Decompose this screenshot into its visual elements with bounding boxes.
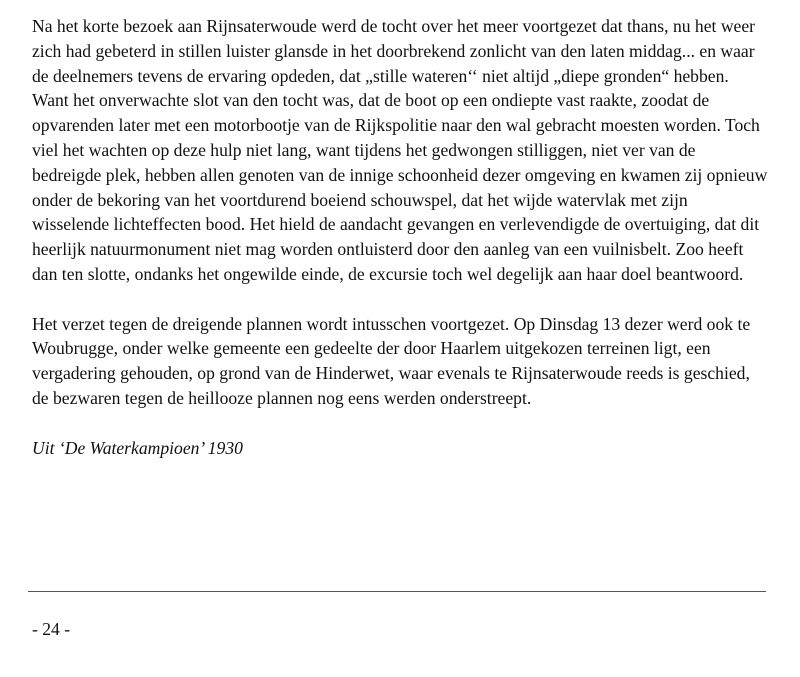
paragraph-resistance: Het verzet tegen de dreigende plannen wordt intusschen voortgezet. Op Dinsdag 13 dezer werd ook te Woubrugge, onder welke gemeente een gedeelte der door Haarlem uitgekozen terreinen ligt, een vergadering gehouden, op grond van de Hinderwet, waar evenals te Rijnsaterwoude reeds is geschied, de bezwaren tegen de heillooze plannen nog eens werden onderstreept. (32, 313, 751, 408)
paragraph-excursion: Na het korte bezoek aan Rijnsaterwoude werd de tocht over het meer voortgezet dat thans, nu het weer zich had gebeterd in stillen luister glansde in het doorbrekend zonlicht van den laten middag... en waar de deelnemers tevens de ervaring opdeden, dat „stille wateren‘‘ niet altijd „diepe gronden“ hebben. Want het onverwachte slot van den tocht was, dat de boot op een ondiepte vast raakte, zoodat de opvarenden later met een motorbootje van de Rijkspolitie naar den wal gebracht moesten worden. Toch viel het wachten op deze hulp niet lang, want tijdens het gedwongen stilliggen, niet ver van de bedreigde plek, hebben allen genoten van de innige schoonheid dezer omgeving en kwamen zij opnieuw onder de bekoring van het voortdurend boeiend schouwspel, dat het wijde watervlak met zijn wisselende lichteffecten bood. Het hield de aandacht gevangen en verlevendigde de overtuiging, dat dit heerlijk natuurmonument niet mag worden ontluisterd door den aanleg van een vuilnisbelt. Zoo heeft dan ten slotte, ondanks het ongewilde einde, de excursie toch wel degelijk aan haar doel beantwoord. (32, 16, 768, 284)
source-citation: Uit ‘De Waterkampioen’ 1930 (32, 437, 243, 458)
page-number: - 24 - (32, 619, 71, 639)
footer-divider (28, 591, 766, 592)
document-body (32, 14, 768, 460)
